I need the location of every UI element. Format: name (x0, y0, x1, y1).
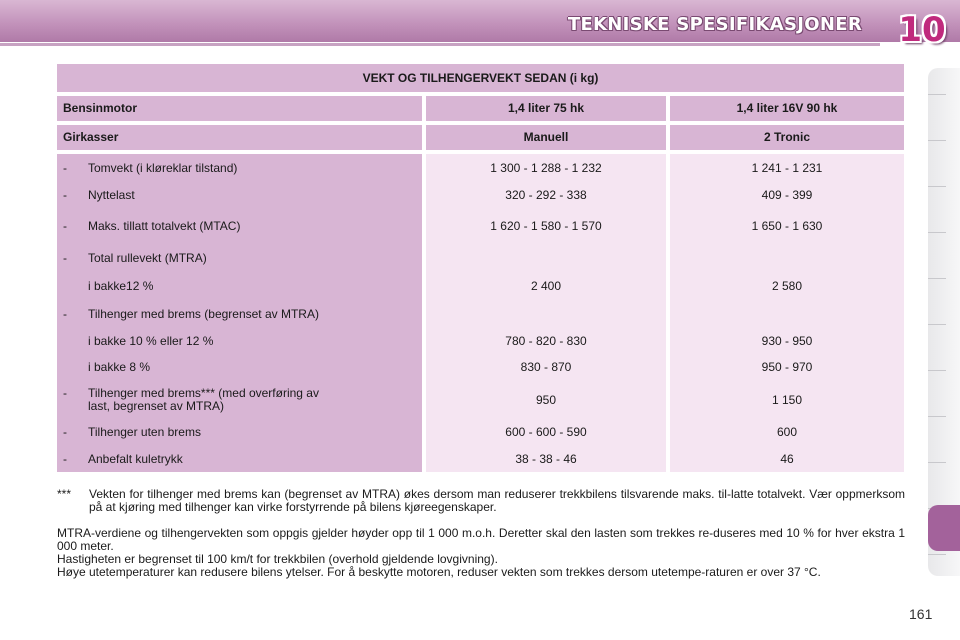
weight-table (57, 64, 904, 472)
paragraph-line: MTRA-verdiene og tilhengervekten som oppgis gjelder høyder opp til 1 000 m.o.h. Deretter skal den lasten som trekkes re-duseres med 10 % for hver ekstra 1 000 meter. (57, 526, 905, 553)
table-body (57, 154, 904, 472)
table-cell: 830 - 870 (520, 360, 572, 374)
page-title: TEKNISKE SPESIFIKASJONER (567, 14, 862, 35)
table-cell: 409 - 399 (761, 188, 813, 202)
table-cell: 1 620 - 1 580 - 1 570 (490, 219, 602, 233)
tab-divider (928, 554, 946, 555)
tab-divider (928, 94, 946, 95)
info-paragraph (57, 527, 905, 579)
table-title: VEKT OG TILHENGERVEKT SEDAN (i kg) (57, 64, 904, 92)
label-column: - Tomvekt (i kløreklar tilstand) - Nyttelast - Maks. tillatt totalvekt (MTAC) - Total rullevekt (MTRA) i bakke12 % - Tilhenger med brems (begrenset av MTRA) i bakke 10 % eller 12 % i bakke 8 % - Tilhenger med brems*** (med overføring av last, begrenset av MTRA) - Tilhenger uten brems - Anbefalt kuletrykk (57, 154, 422, 472)
notes-section (57, 488, 905, 579)
engine-label: Bensinmotor (57, 96, 422, 121)
tab-divider (928, 278, 946, 279)
footnote (57, 488, 905, 514)
paragraph-line: Høye utetemperaturer kan redusere bilens ytelser. For å beskytte motoren, reduser vekten som trekkes dersom utetempe-raturen er over 37 °C. (57, 565, 821, 579)
header-divider (0, 43, 880, 46)
table-cell: 1 241 - 1 231 (751, 161, 823, 175)
gearbox-row (57, 125, 904, 150)
engine-col-2: 1,4 liter 16V 90 hk (670, 96, 904, 121)
tab-divider (928, 140, 946, 141)
paragraph-line: Hastigheten er begrenset til 100 km/t for trekkbilen (overhold gjeldende lovgivning). (57, 552, 498, 566)
table-cell: 780 - 820 - 830 (505, 334, 587, 348)
table-cell: 930 - 950 (761, 334, 813, 348)
table-cell: 38 - 38 - 46 (515, 452, 577, 466)
tab-divider (928, 370, 946, 371)
table-cell: 46 (780, 452, 794, 466)
gearbox-col-1: Manuell (426, 125, 666, 150)
gearbox-col-2: 2 Tronic (670, 125, 904, 150)
tab-divider (928, 416, 946, 417)
gearbox-label: Girkasser (57, 125, 422, 150)
values-column-75hk (426, 154, 666, 472)
table-cell: 600 (776, 425, 798, 439)
table-cell: 2 400 (530, 279, 562, 293)
engine-col-1: 1,4 liter 75 hk (426, 96, 666, 121)
tab-divider (928, 324, 946, 325)
table-cell: 950 - 970 (761, 360, 813, 374)
footnote-text: Vekten for tilhenger med brems kan (begrenset av MTRA) økes dersom man reduserer trekkbilens tilsvarende maks. til-latte totalvekt. Vær oppmerksom på at kjøring med tilhenger kan virke forstyrrende på bilens kjøreegenskaper. (89, 487, 905, 514)
table-cell: 600 - 600 - 590 (505, 425, 587, 439)
table-cell: 1 650 - 1 630 (751, 219, 823, 233)
chapter-tab-strip (928, 68, 960, 576)
values-column-90hk (670, 154, 904, 472)
table-cell: 1 300 - 1 288 - 1 232 (490, 161, 602, 175)
chapter-badge (896, 8, 948, 52)
footnote-marker: *** (57, 487, 72, 501)
engine-row (57, 96, 904, 121)
tab-divider (928, 186, 946, 187)
chapter-number: 10 (898, 10, 946, 50)
active-chapter-tab[interactable] (928, 505, 960, 551)
page-number: 161 (909, 606, 933, 622)
table-cell: 320 - 292 - 338 (505, 188, 587, 202)
page-header (0, 0, 960, 52)
tab-divider (928, 232, 946, 233)
tab-divider (928, 462, 946, 463)
table-cell: 2 580 (771, 279, 803, 293)
table-cell: 1 150 (771, 393, 803, 407)
table-cell: 950 (535, 393, 557, 407)
